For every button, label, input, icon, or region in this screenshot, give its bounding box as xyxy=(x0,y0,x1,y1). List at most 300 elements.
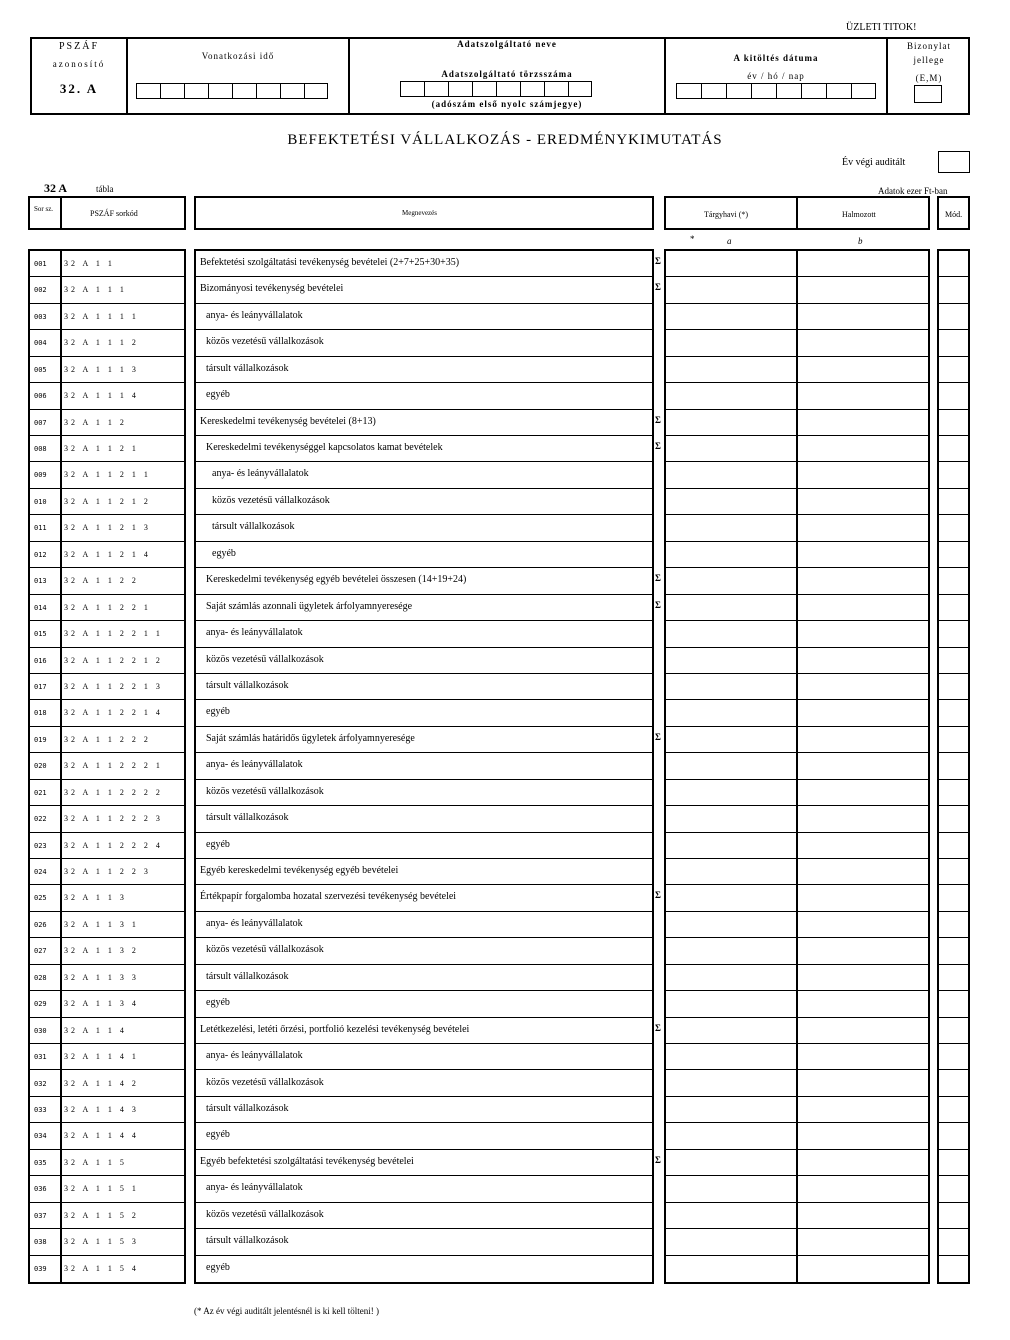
current-value-cell[interactable] xyxy=(666,753,796,778)
cumulative-value-cell[interactable] xyxy=(798,515,928,540)
table-row-values xyxy=(666,330,928,356)
mod-cell[interactable] xyxy=(939,568,968,594)
row-number: 003 xyxy=(34,312,47,321)
table-row-values xyxy=(666,674,928,700)
current-value-cell[interactable] xyxy=(666,1097,796,1122)
row-label: egyéb xyxy=(206,1129,230,1141)
table-row-name xyxy=(196,1256,652,1282)
row-label: anya- és leányvállalatok xyxy=(206,1050,303,1062)
current-value-cell[interactable] xyxy=(666,1123,796,1148)
row-code: 32 A 1 1 2 2 2 2 xyxy=(64,787,163,797)
row-number: 030 xyxy=(34,1026,47,1035)
cumulative-value-cell[interactable] xyxy=(798,277,928,302)
cumulative-value-cell[interactable] xyxy=(798,780,928,805)
table-row xyxy=(30,462,184,488)
table-row-values xyxy=(666,1018,928,1044)
mod-cell[interactable] xyxy=(939,727,968,753)
current-value-cell[interactable] xyxy=(666,965,796,990)
row-label: Kereskedelmi tevékenység egyéb bevételei összesen (14+19+24) xyxy=(206,574,467,586)
current-value-cell[interactable] xyxy=(666,1071,796,1096)
current-value-cell[interactable] xyxy=(666,648,796,673)
cumulative-value-cell[interactable] xyxy=(798,833,928,858)
cumulative-value-cell[interactable] xyxy=(798,621,928,646)
row-number: 012 xyxy=(34,550,47,559)
table-row-name xyxy=(196,542,652,568)
table-row-values xyxy=(666,1071,928,1097)
table-row-values xyxy=(666,753,928,779)
mod-cell[interactable] xyxy=(939,965,968,991)
table-row-values xyxy=(666,1203,928,1229)
current-value-cell[interactable] xyxy=(666,383,796,408)
current-value-cell[interactable] xyxy=(666,357,796,382)
current-value-cell[interactable] xyxy=(666,304,796,329)
table-row xyxy=(30,991,184,1017)
mod-cell[interactable] xyxy=(939,1150,968,1176)
cumulative-value-cell[interactable] xyxy=(798,885,928,910)
table-row xyxy=(30,621,184,647)
provider-name-label: Adatszolgáltató neve xyxy=(457,39,557,49)
provider-reg-note: (adószám első nyolc számjegye) xyxy=(431,99,583,109)
table-row-name xyxy=(196,674,652,700)
table-row-values xyxy=(666,833,928,859)
table-row-values xyxy=(666,251,928,277)
current-value-cell[interactable] xyxy=(666,515,796,540)
cumulative-value-cell[interactable] xyxy=(798,1256,928,1282)
current-value-cell[interactable] xyxy=(666,410,796,435)
row-number: 022 xyxy=(34,815,47,824)
row-number: 029 xyxy=(34,1000,47,1009)
current-value-cell[interactable] xyxy=(666,991,796,1016)
table-row-values xyxy=(666,780,928,806)
current-value-cell[interactable] xyxy=(666,277,796,302)
row-number: 038 xyxy=(34,1238,47,1247)
mod-cell[interactable] xyxy=(939,1097,968,1123)
mod-cell[interactable] xyxy=(939,542,968,568)
row-label: anya- és leányvállalatok xyxy=(206,917,303,929)
period-label: Vonatkozási idő xyxy=(201,51,275,61)
table-row-values xyxy=(666,542,928,568)
cumulative-value-cell[interactable] xyxy=(798,1018,928,1043)
table-row-name xyxy=(196,885,652,911)
current-value-cell[interactable] xyxy=(666,1018,796,1043)
row-code: 32 A 1 1 2 1 4 xyxy=(64,549,151,559)
row-number: 008 xyxy=(34,445,47,454)
current-value-cell[interactable] xyxy=(666,1176,796,1201)
cumulative-value-cell[interactable] xyxy=(798,410,928,435)
mod-cell[interactable] xyxy=(939,1176,968,1202)
row-number: 035 xyxy=(34,1158,47,1167)
table-row xyxy=(30,885,184,911)
mod-cell[interactable] xyxy=(939,1071,968,1097)
mod-cell[interactable] xyxy=(939,700,968,726)
current-value-cell[interactable] xyxy=(666,674,796,699)
table-row-values xyxy=(666,383,928,409)
cumulative-value-cell[interactable] xyxy=(798,383,928,408)
mod-cell[interactable] xyxy=(939,753,968,779)
table-row-values xyxy=(666,1176,928,1202)
row-number: 028 xyxy=(34,973,47,982)
mod-cell[interactable] xyxy=(939,383,968,409)
row-label: közös vezetésű vállalkozások xyxy=(212,494,330,506)
row-number: 032 xyxy=(34,1079,47,1088)
current-value-cell[interactable] xyxy=(666,436,796,461)
mod-cell[interactable] xyxy=(939,489,968,515)
table-row-values xyxy=(666,304,928,330)
table-row xyxy=(30,1229,184,1255)
cumulative-value-cell[interactable] xyxy=(798,1097,928,1122)
row-code: 32 A 1 1 5 2 xyxy=(64,1210,139,1220)
cumulative-value-cell[interactable] xyxy=(798,357,928,382)
row-number: 024 xyxy=(34,868,47,877)
table-row-name xyxy=(196,991,652,1017)
table-row-values xyxy=(666,648,928,674)
mod-cell[interactable] xyxy=(939,674,968,700)
row-number: 033 xyxy=(34,1105,47,1114)
row-number: 016 xyxy=(34,656,47,665)
audited-checkbox[interactable] xyxy=(938,151,970,173)
current-value-cell[interactable] xyxy=(666,780,796,805)
table-row-values xyxy=(666,515,928,541)
table-row-values xyxy=(666,1123,928,1149)
current-value-cell[interactable] xyxy=(666,885,796,910)
cumulative-value-cell[interactable] xyxy=(798,912,928,937)
cumulative-value-cell[interactable] xyxy=(798,304,928,329)
mod-cell[interactable] xyxy=(939,833,968,859)
cumulative-value-cell[interactable] xyxy=(798,251,928,276)
mod-cell[interactable] xyxy=(939,991,968,1017)
cumulative-value-cell[interactable] xyxy=(798,753,928,778)
table-row-name xyxy=(196,1123,652,1149)
cumulative-value-cell[interactable] xyxy=(798,806,928,831)
row-label: Befektetési szolgáltatási tevékenység bevételei (2+7+25+30+35) xyxy=(200,257,460,268)
row-code: 32 A 1 1 1 3 xyxy=(64,364,139,374)
mod-cell[interactable] xyxy=(939,515,968,541)
doc-type-label-2: jellege xyxy=(913,55,945,65)
row-label: társult vállalkozások xyxy=(206,362,289,374)
current-value-cell[interactable] xyxy=(666,1256,796,1282)
table-row-values xyxy=(666,912,928,938)
mod-cell[interactable] xyxy=(939,859,968,885)
row-label: egyéb xyxy=(206,706,230,718)
table-row-name xyxy=(196,1150,652,1176)
mod-cell[interactable] xyxy=(939,277,968,303)
table-row xyxy=(30,1097,184,1123)
row-label: közös vezetésű vállalkozások xyxy=(206,1208,324,1220)
mod-cell[interactable] xyxy=(939,1229,968,1255)
mod-cell[interactable] xyxy=(939,1256,968,1282)
table-row-name xyxy=(196,965,652,991)
table-row-values xyxy=(666,436,928,462)
mod-cell[interactable] xyxy=(939,304,968,330)
mod-cell[interactable] xyxy=(939,462,968,488)
doc-type-label-1: Bizonylat xyxy=(907,41,951,51)
row-code: 32 A 1 1 2 2 1 4 xyxy=(64,708,163,718)
col-cumulative-letter: b xyxy=(858,236,863,246)
row-number: 020 xyxy=(34,762,47,771)
table-row-name xyxy=(196,1071,652,1097)
sigma-icon: Σ xyxy=(655,1154,661,1165)
provider-reg-label: Adatszolgáltató törzsszáma xyxy=(441,69,573,79)
table-row xyxy=(30,806,184,832)
table-row-name xyxy=(196,938,652,964)
mod-cell[interactable] xyxy=(939,648,968,674)
row-code: 32 A 1 1 2 2 1 xyxy=(64,602,151,612)
cumulative-value-cell[interactable] xyxy=(798,1044,928,1069)
table-row-values xyxy=(666,1256,928,1282)
cumulative-value-cell[interactable] xyxy=(798,436,928,461)
current-value-cell[interactable] xyxy=(666,1229,796,1254)
row-label: anya- és leányvállalatok xyxy=(206,1182,303,1194)
table-row xyxy=(30,436,184,462)
table-row xyxy=(30,1176,184,1202)
row-code: 32 A 1 1 5 3 xyxy=(64,1237,139,1247)
cumulative-value-cell[interactable] xyxy=(798,674,928,699)
current-value-cell[interactable] xyxy=(666,489,796,514)
current-value-cell[interactable] xyxy=(666,330,796,355)
mod-cell[interactable] xyxy=(939,1044,968,1070)
current-value-cell[interactable] xyxy=(666,727,796,752)
row-code: 32 A 1 1 2 2 2 1 xyxy=(64,761,163,771)
row-label: közös vezetésű vállalkozások xyxy=(206,1076,324,1088)
row-label: anya- és leányvállalatok xyxy=(206,759,303,771)
cumulative-value-cell[interactable] xyxy=(798,991,928,1016)
cumulative-value-cell[interactable] xyxy=(798,1071,928,1096)
table-row-name xyxy=(196,357,652,383)
row-number: 011 xyxy=(34,524,47,533)
mod-cell[interactable] xyxy=(939,410,968,436)
cumulative-value-cell[interactable] xyxy=(798,1203,928,1228)
table-row-values xyxy=(666,621,928,647)
table-row-values xyxy=(666,462,928,488)
table-row-name xyxy=(196,330,652,356)
mod-cell[interactable] xyxy=(939,806,968,832)
table-row-name xyxy=(196,1044,652,1070)
row-code: 32 A 1 1 1 1 xyxy=(64,311,139,321)
row-code: 32 A 1 1 2 2 1 1 xyxy=(64,629,163,639)
cumulative-value-cell[interactable] xyxy=(798,859,928,884)
table-word: tábla xyxy=(96,184,114,194)
row-label: Egyéb kereskedelmi tevékenység egyéb bevételei xyxy=(200,865,399,877)
table-row xyxy=(30,965,184,991)
row-label: egyéb xyxy=(206,838,230,850)
date-digit-boxes[interactable] xyxy=(676,83,876,99)
row-code: 32 A 1 1 2 2 xyxy=(64,576,139,586)
table-row-values xyxy=(666,700,928,726)
row-label: közös vezetésű vállalkozások xyxy=(206,944,324,956)
table-row-name xyxy=(196,304,652,330)
table-row-values xyxy=(666,1097,928,1123)
cumulative-value-cell[interactable] xyxy=(798,568,928,593)
sigma-icon: Σ xyxy=(655,441,661,452)
row-number: 034 xyxy=(34,1132,47,1141)
current-value-cell[interactable] xyxy=(666,1150,796,1175)
header-values xyxy=(664,196,930,230)
table-row-name xyxy=(196,912,652,938)
cumulative-value-cell[interactable] xyxy=(798,595,928,620)
row-number: 004 xyxy=(34,339,47,348)
table-row xyxy=(30,515,184,541)
table-row-name xyxy=(196,1018,652,1044)
row-code: 32 A 1 1 2 2 1 3 xyxy=(64,681,163,691)
table-row-name xyxy=(196,410,652,436)
form-code: 32. A xyxy=(59,81,99,96)
row-label: egyéb xyxy=(212,547,236,559)
table-row-values xyxy=(666,859,928,885)
row-code: 32 A 1 1 2 2 1 2 xyxy=(64,655,163,665)
sigma-icon: Σ xyxy=(655,256,661,266)
row-code: 32 A 1 1 4 1 xyxy=(64,1052,139,1062)
header-box xyxy=(30,37,970,115)
cumulative-value-cell[interactable] xyxy=(798,1229,928,1254)
table-row xyxy=(30,700,184,726)
cumulative-value-cell[interactable] xyxy=(798,489,928,514)
table-row-name xyxy=(196,436,652,462)
sor-code-column xyxy=(28,249,186,1284)
pszaf-subtitle: azonosító xyxy=(52,59,106,69)
cumulative-value-cell[interactable] xyxy=(798,648,928,673)
mod-cell[interactable] xyxy=(939,436,968,462)
row-code: 32 A 1 1 5 xyxy=(64,1157,127,1167)
row-label: Bizományosi tevékenység bevételei xyxy=(200,283,344,295)
row-code: 32 A 1 1 xyxy=(64,259,115,268)
table-row xyxy=(30,912,184,938)
row-code: 32 A 1 1 3 4 xyxy=(64,999,139,1009)
current-value-cell[interactable] xyxy=(666,1044,796,1069)
row-number: 006 xyxy=(34,392,47,401)
provider-reg-digit-boxes[interactable] xyxy=(400,81,592,97)
row-number: 014 xyxy=(34,603,47,612)
cumulative-value-cell[interactable] xyxy=(798,727,928,752)
current-value-cell[interactable] xyxy=(666,912,796,937)
row-code: 32 A 1 1 3 3 xyxy=(64,972,139,982)
table-row xyxy=(30,727,184,753)
row-code: 32 A 1 1 4 4 xyxy=(64,1131,139,1141)
table-row-values xyxy=(666,1044,928,1070)
values-column xyxy=(664,249,930,1284)
row-number: 013 xyxy=(34,577,47,586)
current-value-cell[interactable] xyxy=(666,859,796,884)
row-label: Kereskedelmi tevékenységgel kapcsolatos kamat bevételek xyxy=(206,442,443,454)
table-row-name xyxy=(196,568,652,594)
cumulative-value-cell[interactable] xyxy=(798,965,928,990)
table-row-name xyxy=(196,859,652,885)
cumulative-value-cell[interactable] xyxy=(798,700,928,725)
cumulative-value-cell[interactable] xyxy=(798,330,928,355)
row-label: társult vállalkozások xyxy=(206,1102,289,1114)
cumulative-value-cell[interactable] xyxy=(798,542,928,567)
table-row-name xyxy=(196,700,652,726)
sigma-icon: Σ xyxy=(655,599,661,610)
table-row-name xyxy=(196,462,652,488)
row-code: 32 A 1 1 1 4 xyxy=(64,391,139,401)
row-code: 32 A 1 1 2 1 xyxy=(64,444,139,454)
current-value-cell[interactable] xyxy=(666,251,796,276)
mod-cell[interactable] xyxy=(939,330,968,356)
current-value-cell[interactable] xyxy=(666,1203,796,1228)
row-number: 027 xyxy=(34,947,47,956)
table-row xyxy=(30,674,184,700)
table-row xyxy=(30,542,184,568)
current-value-cell[interactable] xyxy=(666,938,796,963)
row-label: közös vezetésű vállalkozások xyxy=(206,653,324,665)
header-mod xyxy=(937,196,970,230)
mod-cell[interactable] xyxy=(939,1203,968,1229)
current-value-cell[interactable] xyxy=(666,462,796,487)
table-row-name xyxy=(196,780,652,806)
row-number: 036 xyxy=(34,1185,47,1194)
row-label: közös vezetésű vállalkozások xyxy=(206,336,324,348)
current-value-cell[interactable] xyxy=(666,806,796,831)
cumulative-value-cell[interactable] xyxy=(798,938,928,963)
table-row xyxy=(30,1044,184,1070)
current-value-cell[interactable] xyxy=(666,595,796,620)
current-value-cell[interactable] xyxy=(666,542,796,567)
mod-cell[interactable] xyxy=(939,251,968,277)
current-value-cell[interactable] xyxy=(666,621,796,646)
sigma-icon: Σ xyxy=(655,573,661,584)
table-row-name xyxy=(196,489,652,515)
doc-type-box[interactable] xyxy=(914,85,942,103)
table-row-name xyxy=(196,1176,652,1202)
table-row xyxy=(30,753,184,779)
cumulative-value-cell[interactable] xyxy=(798,1123,928,1148)
table-row-name xyxy=(196,251,652,277)
mod-cell[interactable] xyxy=(939,1018,968,1044)
col-name-header: Megnevezés xyxy=(402,209,437,217)
row-number: 007 xyxy=(34,418,47,427)
row-code: 32 A 1 1 2 1 1 xyxy=(64,470,151,480)
cumulative-value-cell[interactable] xyxy=(798,462,928,487)
table-row xyxy=(30,595,184,621)
mod-cell[interactable] xyxy=(939,780,968,806)
mod-cell[interactable] xyxy=(939,595,968,621)
table-row xyxy=(30,780,184,806)
header-sor-code xyxy=(28,196,186,230)
row-code: 32 A 1 1 1 xyxy=(64,285,127,295)
mod-cell[interactable] xyxy=(939,912,968,938)
date-format: év / hó / nap xyxy=(747,71,805,81)
pszaf-title: PSZÁF xyxy=(58,41,99,52)
row-label: társult vállalkozások xyxy=(212,521,295,533)
row-number: 005 xyxy=(34,365,47,374)
row-label: Saját számlás azonnali ügyletek árfolyamnyeresége xyxy=(206,600,413,612)
row-number: 021 xyxy=(34,788,47,797)
row-code: 32 A 1 1 2 2 3 xyxy=(64,867,151,877)
table-row xyxy=(30,1150,184,1176)
cumulative-value-cell[interactable] xyxy=(798,1150,928,1175)
mod-cell[interactable] xyxy=(939,938,968,964)
mod-cell[interactable] xyxy=(939,621,968,647)
mod-cell[interactable] xyxy=(939,357,968,383)
cumulative-value-cell[interactable] xyxy=(798,1176,928,1201)
table-row xyxy=(30,1018,184,1044)
table-row-values xyxy=(666,595,928,621)
table-row xyxy=(30,1256,184,1282)
current-value-cell[interactable] xyxy=(666,833,796,858)
mod-cell[interactable] xyxy=(939,1123,968,1149)
table-row xyxy=(30,648,184,674)
period-digit-boxes[interactable] xyxy=(136,83,328,99)
sigma-icon: Σ xyxy=(655,731,661,742)
row-number: 001 xyxy=(34,260,47,268)
current-value-cell[interactable] xyxy=(666,700,796,725)
row-code: 32 A 1 1 3 2 xyxy=(64,946,139,956)
table-row-name xyxy=(196,1203,652,1229)
current-value-cell[interactable] xyxy=(666,568,796,593)
sigma-icon: Σ xyxy=(655,1022,661,1033)
row-number: 009 xyxy=(34,471,47,480)
mod-cell[interactable] xyxy=(939,885,968,911)
